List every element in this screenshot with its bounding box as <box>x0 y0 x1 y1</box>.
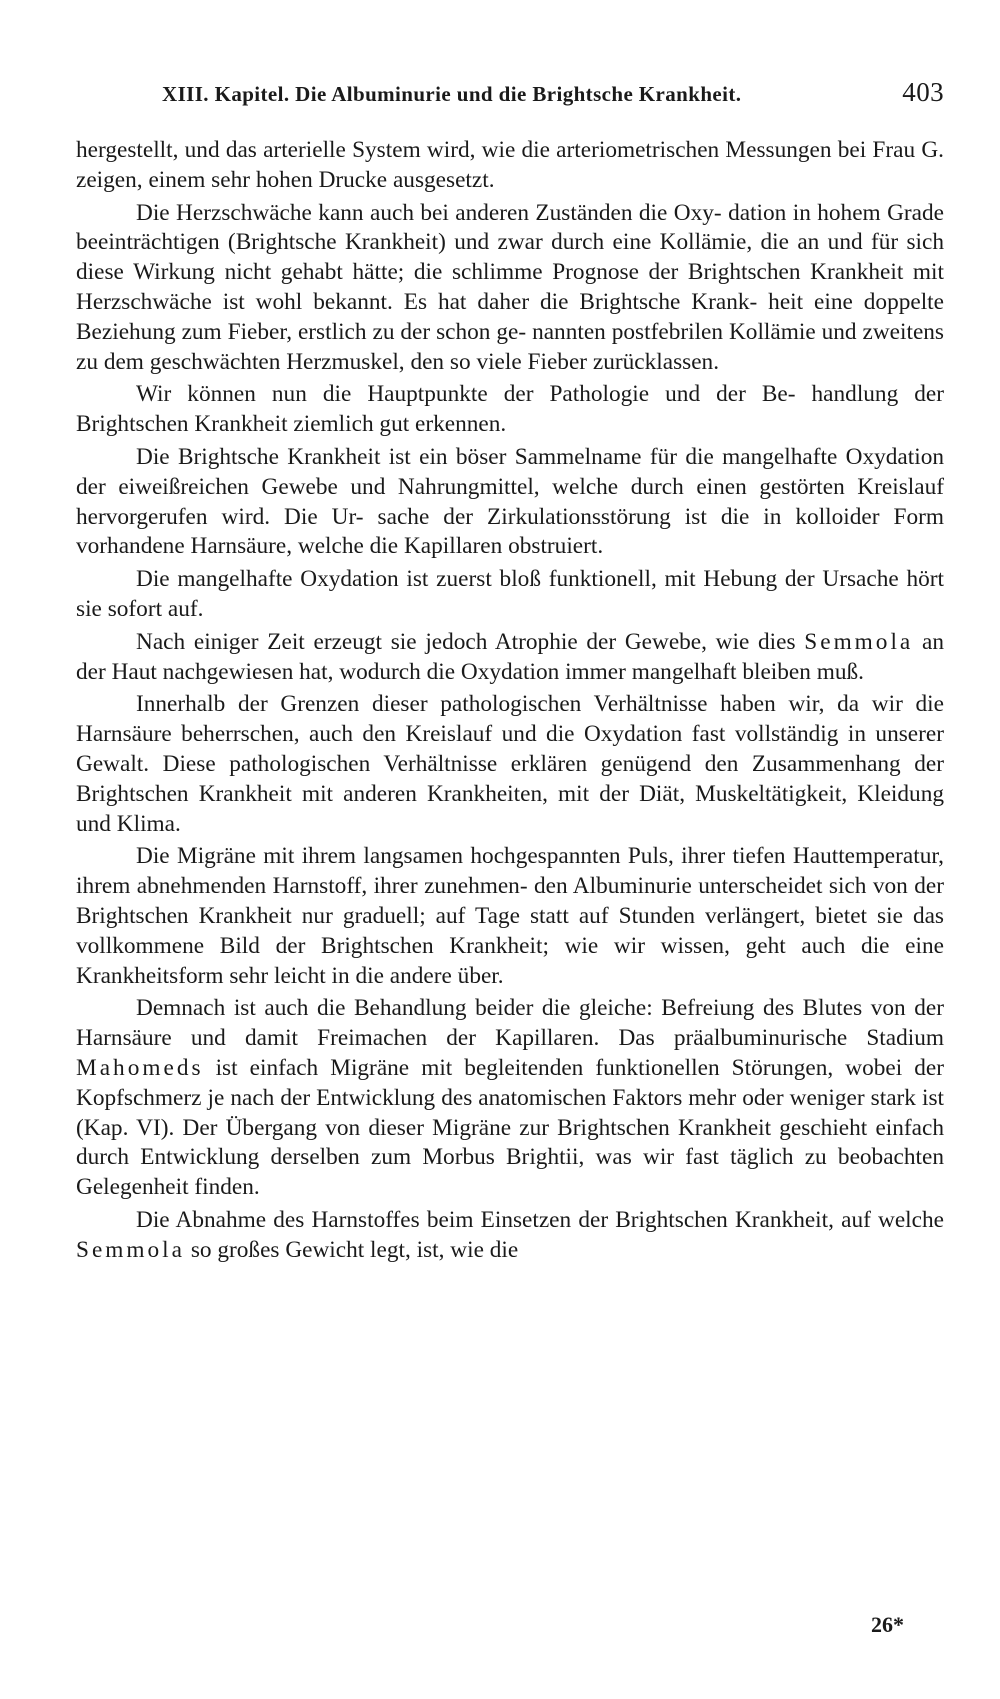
body-text <box>76 136 944 1268</box>
paragraph-7: Innerhalb der Grenzen dieser pathologischen Verhältnisse haben wir, da wir die Harnsäure beherrschen, auch den Kreislauf und die Oxydation fast vollständig in unserer Gewalt. Diese pathologischen Verhältnisse erklären genügend den Zusammenhang der Brightschen Krankheit mit anderen Krankheiten, mit der Diät, Muskeltätigkeit, Kleidung und Klima. <box>76 691 944 837</box>
paragraph-1: hergestellt, und das arterielle System wird, wie die arteriometrischen Messungen bei Frau G. zeigen, einem sehr hohen Drucke ausgesetzt. <box>76 137 944 193</box>
author-name-semmola: Semmola <box>804 628 914 655</box>
chapter-title: XIII. Kapitel. Die Albuminurie und die Brightsche Krankheit. <box>162 82 742 106</box>
paragraph-6 <box>76 628 944 688</box>
paragraph-5: Die mangelhafte Oxydation ist zuerst bloß funktionell, mit Hebung der Ursache hört sie sofort auf. <box>76 566 944 622</box>
paragraph-9-text-a: Demnach ist auch die Behandlung beider die gleiche: Befreiung des Blutes von der Harnsäure und damit Freimachen der Kapillaren. Das präalbuminurische Stadium <box>76 995 944 1052</box>
paragraph-4: Die Brightsche Krankheit ist ein böser Sammelname für die mangelhafte Oxydation der eiweißreichen Gewebe und Nahrungmittel, welche durch einen gestörten Kreislauf hervorgerufen wird. Die Ur- sache der Zirkulationsstörung ist die in kolloider Form vorhandene Harnsäure, welche die Kapillaren obstruiert. <box>76 443 944 560</box>
sheet-signature: 26* <box>871 1612 904 1637</box>
paragraph-6-text-a: Nach einiger Zeit erzeugt sie jedoch Atrophie der Gewebe, wie dies <box>136 628 805 655</box>
paragraph-9-text-b: ist einfach Migräne mit begleitenden funktionellen Störungen, wobei der Kopfschmerz je nach der Entwicklung des anatomischen Faktors mehr oder weniger stark ist (Kap. VI). Der Übergang von dieser Migräne zur Brightschen Krankheit geschieht einfach durch Entwicklung derselben zum Morbus Brightii, was wir fast täglich zu beobachten Gelegenheit finden. <box>76 1054 944 1201</box>
paragraph-6-text-b: an der Haut nachgewiesen hat, wodurch die Oxydation immer mangelhaft bleiben muß. <box>76 628 944 685</box>
running-head <box>76 74 944 114</box>
author-name-mahomed: Mahomeds <box>76 1054 204 1081</box>
paragraph-2: Die Herzschwäche kann auch bei anderen Zuständen die Oxy- dation in hohem Grade beeinträchtigen (Brightsche Krankheit) und zwar durch eine Kollämie, die an und für sich diese Wirkung nicht gehabt hätte; die schlimme Prognose der Brightschen Krankheit mit Herzschwäche ist wohl bekannt. Es hat daher die Brightsche Krank- heit eine doppelte Beziehung zum Fieber, erstlich zu der schon ge- nannten postfebrilen Kollämie und zweitens zu dem geschwächten Herzmuskel, den so viele Fieber zurücklassen. <box>76 199 944 375</box>
paragraph-10 <box>76 1206 944 1266</box>
paragraph-3: Wir können nun die Hauptpunkte der Pathologie und der Be- handlung der Brightschen Krankheit ziemlich gut erkennen. <box>76 381 944 438</box>
paragraph-8: Die Migräne mit ihrem langsamen hochgespannten Puls, ihrer tiefen Hauttemperatur, ihrem abnehmenden Harnstoff, ihrer zunehmen- den Albuminurie unterscheidet sich von der Brightschen Krankheit nur graduell; auf Tage statt auf Stunden verlängert, bietet sie das vollkommene Bild der Brightschen Krankheit; wie wir wissen, geht auch die eine Krankheitsform sehr leicht in die andere über. <box>76 843 944 989</box>
paragraph-10-text-b: so großes Gewicht legt, ist, wie die <box>185 1236 519 1263</box>
paragraph-10-text-a: Die Abnahme des Harnstoffes beim Einsetzen der Brightschen Krankheit, auf welche <box>136 1206 944 1233</box>
page-number: 403 <box>902 77 944 107</box>
paragraph-9 <box>76 994 944 1203</box>
author-name-semmola-2: Semmola <box>76 1236 186 1263</box>
